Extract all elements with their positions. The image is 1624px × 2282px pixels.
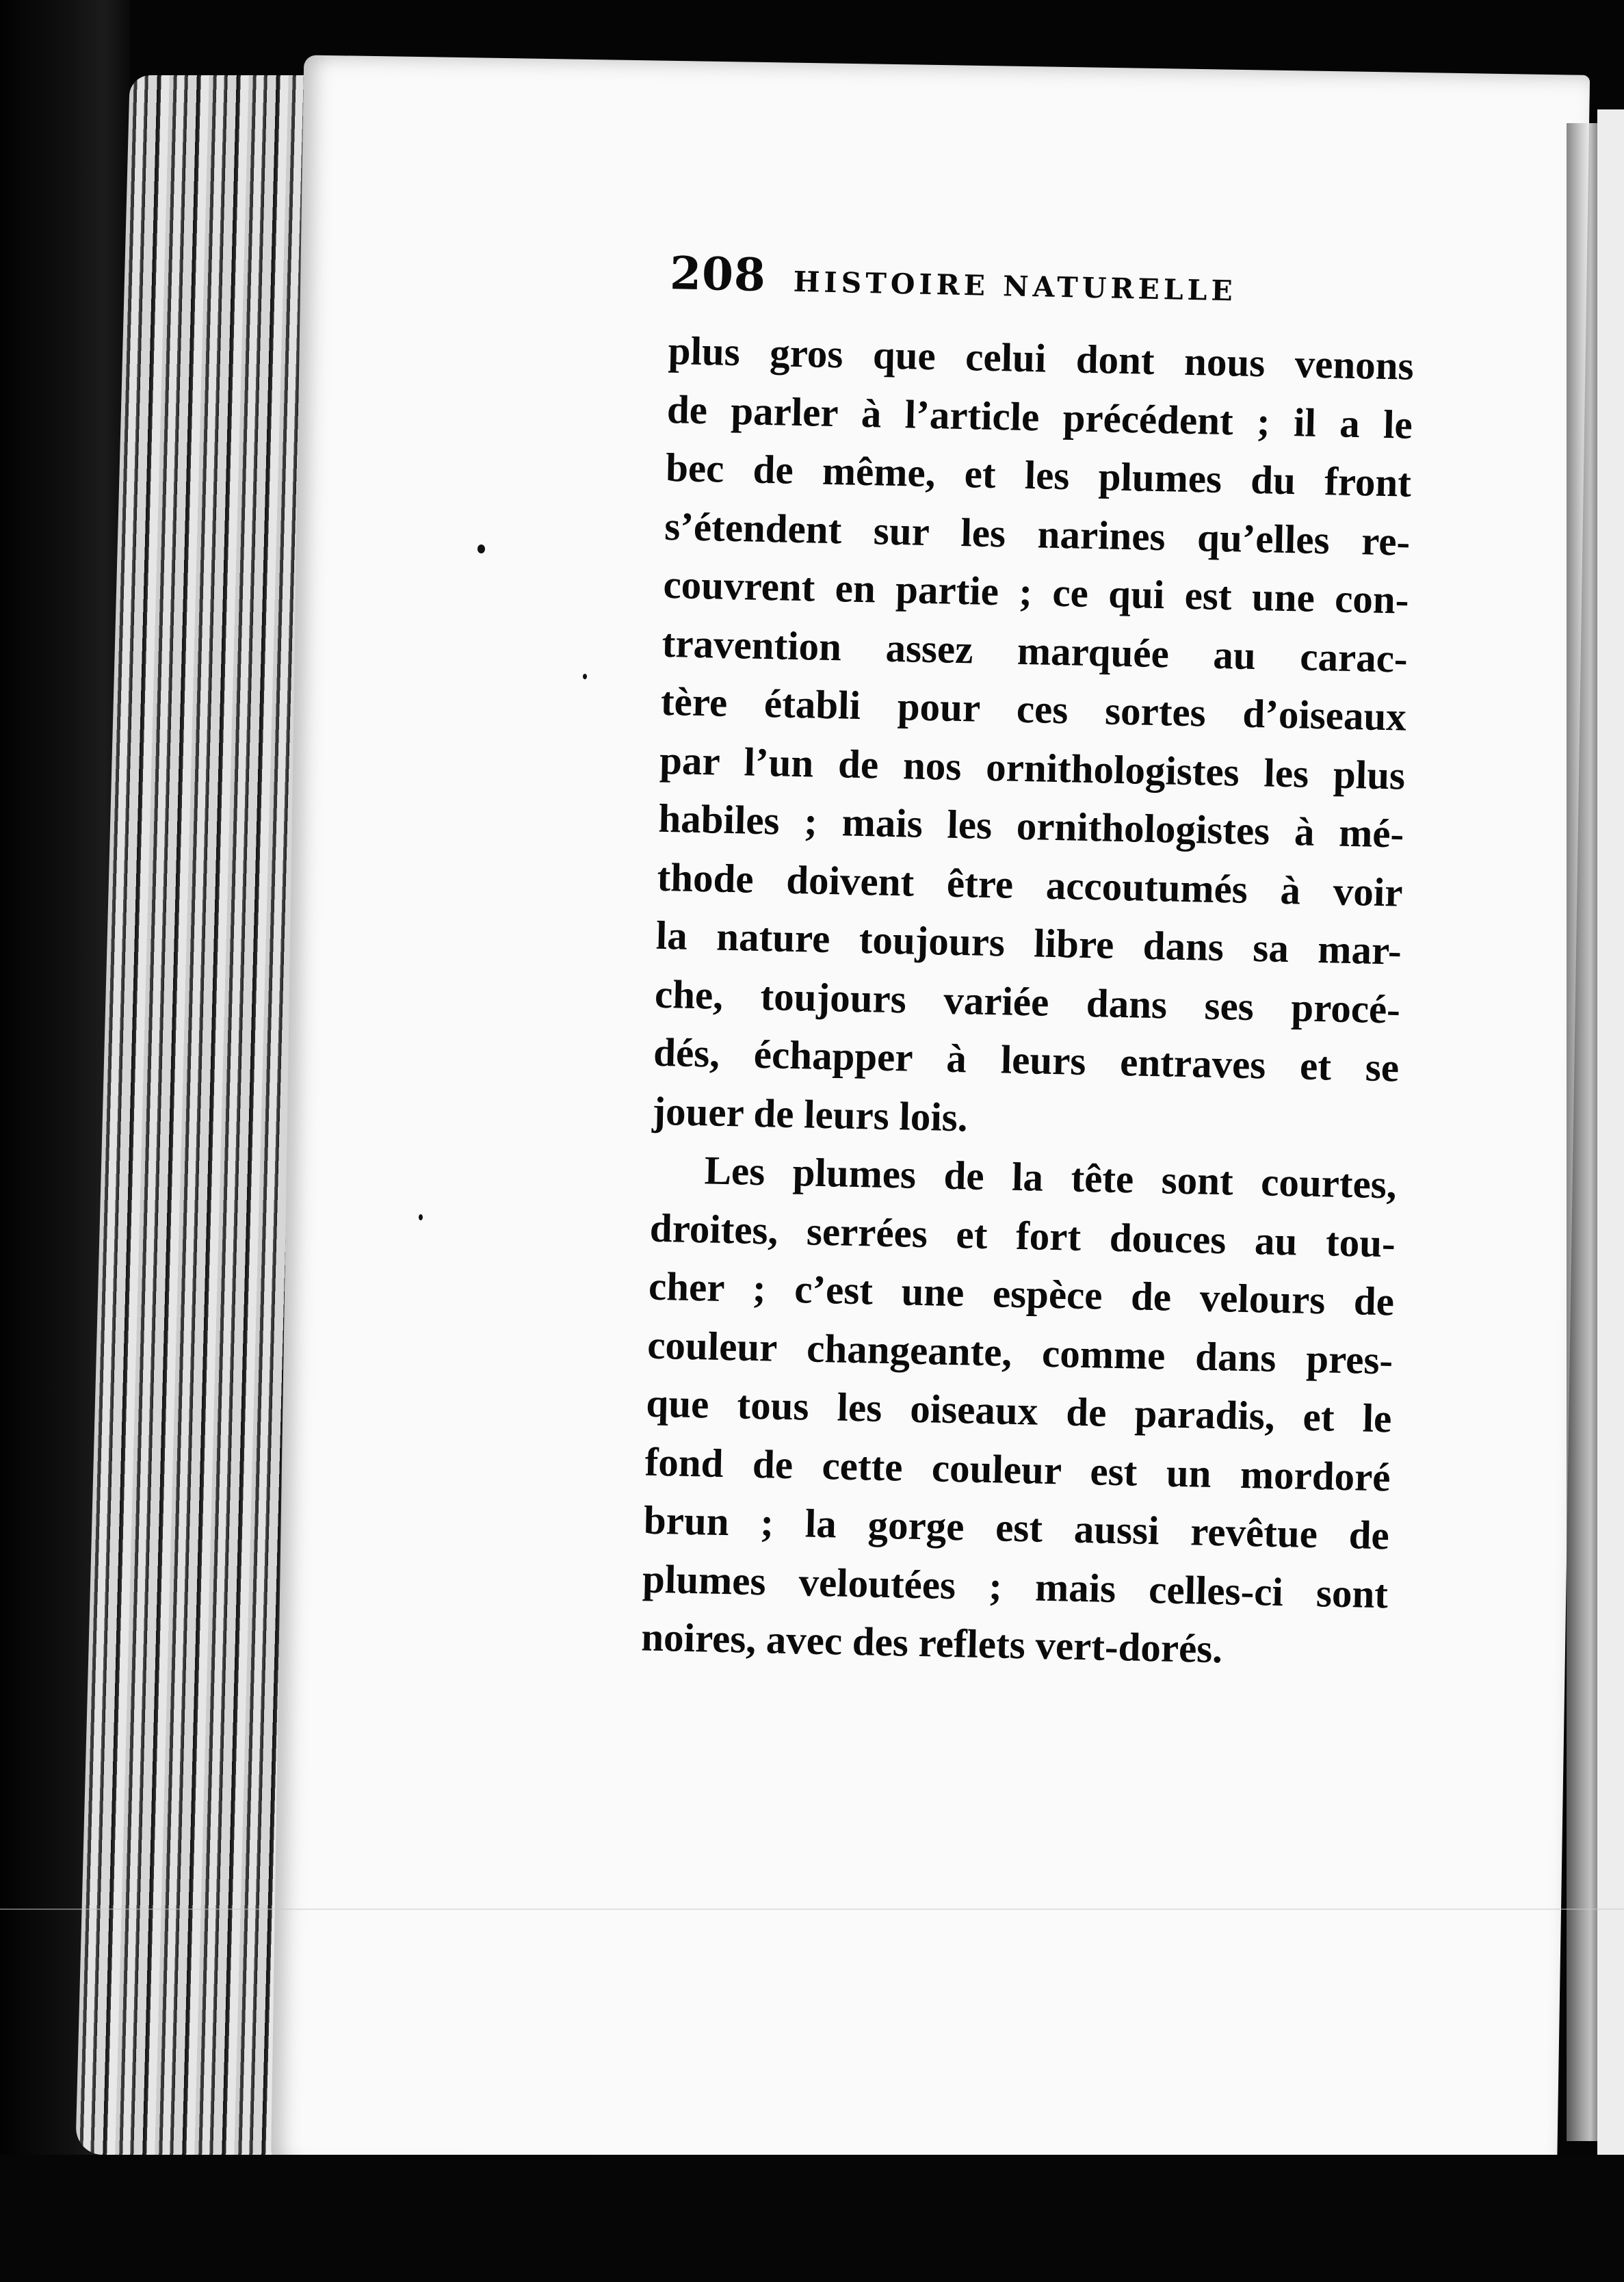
running-head-title: HISTOIRE NATURELLE xyxy=(793,265,1237,308)
text-line: travention assez marquée au carac- xyxy=(662,620,1409,681)
text-line: tère établi pour ces sortes d’oiseaux xyxy=(660,678,1407,739)
text-line: plus gros que celui dont nous venons xyxy=(668,327,1415,389)
text-line: de parler à l’article précédent ; il a le xyxy=(666,386,1413,447)
bottom-margin-shadow xyxy=(0,2155,1624,2282)
text-line: bec de même, et les plumes du front xyxy=(665,444,1412,506)
text-line: la nature toujours libre dans sa mar- xyxy=(655,912,1402,973)
text-line: que tous les oiseaux de paradis, et le xyxy=(645,1380,1393,1441)
text-line: fond de cette couleur est un mordoré xyxy=(644,1439,1391,1499)
paragraph-2 xyxy=(641,1140,1439,1683)
text-line: couleur changeante, comme dans pres- xyxy=(646,1322,1393,1382)
page-number: 208 xyxy=(669,246,767,302)
text-line: thode doivent être accoutumés à voir xyxy=(657,854,1404,915)
text-line: couvrent en partie ; ce qui est une con- xyxy=(662,561,1410,622)
text-line: s’étendent sur les narines qu’elles re- xyxy=(664,503,1411,564)
ink-speck xyxy=(477,545,485,553)
text-line: cher ; c’est une espèce de velours de xyxy=(648,1263,1395,1324)
paragraph-1 xyxy=(652,322,1456,1157)
text-line: habiles ; mais les ornithologistes à mé- xyxy=(657,795,1404,856)
text-line: che, toujours variée dans ses procé- xyxy=(654,971,1401,1032)
text-line: droites, serrées et fort douces au tou- xyxy=(649,1205,1396,1266)
text-block xyxy=(641,246,1457,1683)
text-line: brun ; la gorge est aussi revêtue de xyxy=(643,1497,1390,1558)
text-line: Les plumes de la tête sont courtes, xyxy=(704,1147,1398,1207)
ink-speck xyxy=(419,1214,423,1220)
text-line: plumes veloutées ; mais celles-ci sont xyxy=(642,1556,1389,1616)
facing-page-edge xyxy=(1597,109,1624,2162)
ink-speck xyxy=(583,674,587,679)
text-line: noires, avec des reflets vert-dorés. xyxy=(640,1614,1223,1672)
text-line: jouer de leurs lois. xyxy=(651,1088,969,1140)
right-page-gutter xyxy=(1567,123,1601,2141)
text-line: dés, échapper à leurs entraves et se xyxy=(653,1029,1400,1090)
text-line: par l’un de nos ornithologistes les plus xyxy=(659,737,1406,798)
scan-artifact-line xyxy=(0,1909,1624,1910)
